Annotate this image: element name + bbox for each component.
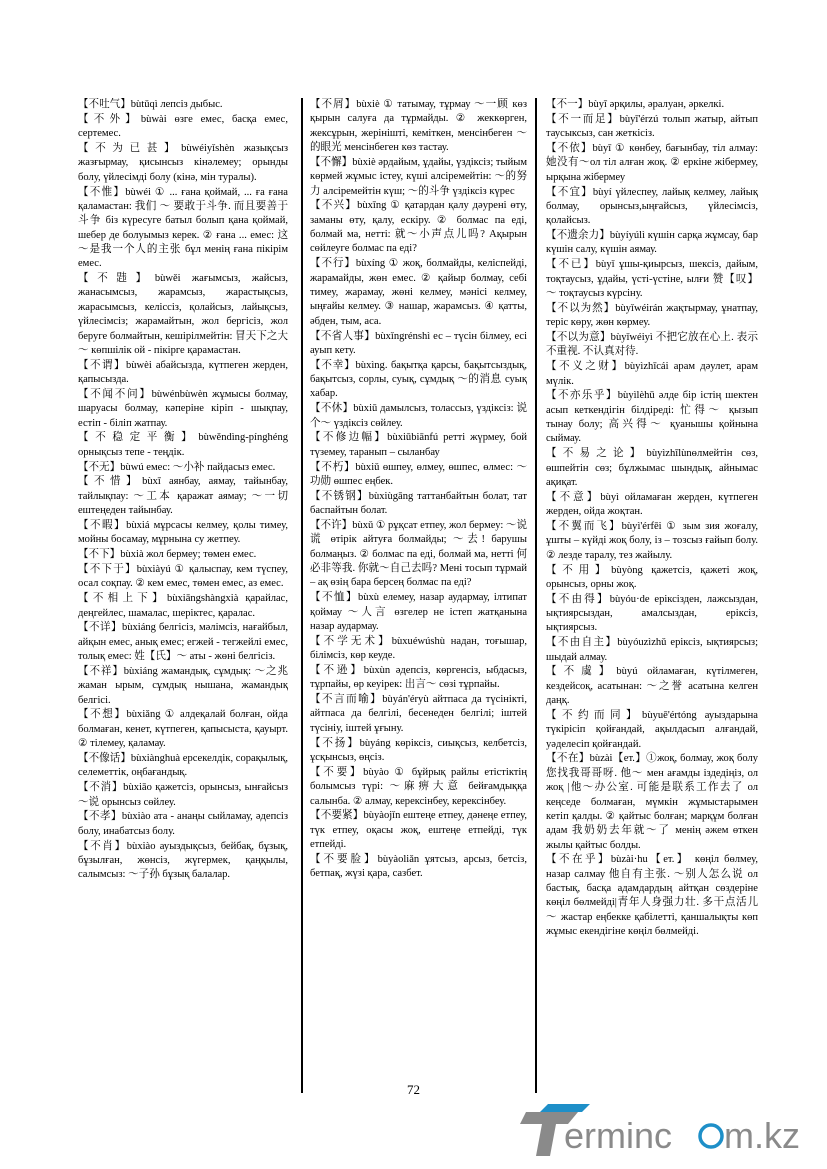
dictionary-entry: 【不宜】bùyí үйлеспеу, лайық келмеу, лайық болмау, орынсыз,ыңғайсыз, үйлесiмсiз, қолайсыз.: [546, 186, 758, 227]
dictionary-entry: 【不下】bùxià жол бермеу; төмен емес.: [78, 549, 257, 561]
dictionary-entry: 【不韪】bùwěi жағымсыз, жайсыз, жанасымсыз, жарамсыз, жарастықсыз, жарасымсыз, келіссіз, қолайсыз, лайықсыз, үйлесімсіз; жарамайтын, жол бергісіз, жол беруге болмайтын, кешірілмейтін: 冒天下之大～ көпшілік ой - пікірге қарамастан.: [78, 273, 288, 356]
dictionary-entry: 【不肖】bùxiào ауыздықсыз, бейбақ, бұзық, бұзылған, жөнсіз, жүгермек, қаңқылы, салымсыз: ～子孙 бұзық балалар.: [78, 840, 288, 881]
dictionary-entry: 【不在】bùzài【ет.】①жоқ, болмау, жоқ болу 您找我哥哥呀. 他～ мен ағамды iздедiңiз, ол жоқ |他～办公室. 可能是联系工作去了 ол кеңседе болмаған, мүмкiн жұмыстарымен кетiп қалды. ② қайтыс болған; марқұм болған адам 我奶奶去年就～了 менiң әжем өткен жылы қайтыс болды.: [546, 753, 758, 851]
dictionary-entry: 【不下于】bùxiàyú ① қалыспау, кем түспеу, осал соқпау. ② кем емес, төмен емес, аз емес.: [78, 564, 288, 590]
dictionary-entry: 【不祥】bùxiáng жамандық, сұмдық: ～之兆 жаман ырым, сұмдық нышана, жамандық белгісі.: [78, 665, 288, 706]
dictionary-entry: 【不像话】bùxiànghuà ерсекелдік, сорақылық, селеметтік, оңбағандық.: [78, 752, 288, 779]
dictionary-column-2: [310, 98, 527, 1090]
dictionary-entry: 【不懈】bùxiè әрдайым, ұдайы, үздіксіз; тыйым көрмей жұмыс істеу, күші алсiремейтiн: ～的努力 алсiремейтiн күш; ～的斗争 үздiксiз күрес: [310, 156, 527, 197]
dictionary-entry: 【不亦乐乎】bùyìlèhū әлде бiр iстiң шектен асып кеткендiгiн бiлдiредi: 忙得～ қызып тынау болу; 高兴得～ қуанышы қойнына сыймау.: [546, 390, 758, 445]
dictionary-entry: 【不由得】bùyóu·de ерiксiзден, лажсыздан, ықтиярсыздан, амалсыздан, ерiксiз, ықтиярсыз.: [546, 593, 758, 634]
dictionary-entry: 【不暇】bùxiá мұрсасы келмеу, қолы тимеу, мойны босамау, мұрнына су жетпеу.: [78, 519, 288, 546]
dictionary-entry: 【不谓】bùwèi абайсызда, күтпеген жерден, қапысызда.: [78, 359, 288, 386]
dictionary-entry: 【不要紧】bùyàojǐn ештеңе етпеу, дәнеңе етпеу, түк етпеу, оқасы жоқ, ештеңе етпейдi, түк етпейдi.: [310, 810, 527, 851]
dictionary-entry: 【不行】bùxíng ① жоқ, болмайды, келіспейді, жарамайды, жөн емес. ② қайыр болмау, себі тимеу, жарамау, жөні келмеу, мәнісі келмеу, ыңғайы келмеу. ③ нашар, жарамсыз. ④ қатты, әбден, тым, аса.: [310, 258, 527, 327]
dictionary-entry: 【不一而足】bùyī'érzú толып жатыр, айтып таусыксыз, сан жеткiсiз.: [546, 113, 758, 140]
dictionary-entry: 【不由自主】bùyóuzìzhǔ ерiксiз, ықтиярсыз; шыдай алмау.: [546, 637, 758, 663]
dictionary-entry: 【不省人事】bùxǐngrénshì ес – түсін білмеу, есі ауып кету.: [310, 330, 527, 356]
dictionary-entry: 【不外】bùwài өзге емес, басқа емес, сертемес.: [78, 113, 288, 140]
dictionary-entry: 【不无】bùwú емес: ～小补 пайдасыз емес.: [78, 461, 276, 473]
dictionary-entry: 【不逊】bùxùn әдепсiз, көргенсiз, ыбдасыз, тұрпайы, өр кеуiрек: 出言～ сөзi тұрпайы.: [310, 664, 527, 691]
dictionary-entry: 【不学无术】bùxuéwúshù надан, тоғышар, бiлiмсiз, көр кеуде.: [310, 635, 527, 662]
dictionary-entry: 【不许】bùxǔ ① рұқсат етпеу, жол бермеу: ～说谎 өтiрiк айтуға болмайды; ～去! барушы болмаңыз. ② болмас па еді, болмай ма, нетті 何必非等我. 你就～自己去吗? Менi тосып тұрмай – ақ өзiң бара берсең болмас па едi?: [310, 519, 527, 589]
dictionary-entry: 【不虞】bùyú ойламаған, күтiлмеген, кездейсоқ, асатынан: ～之誉 асатына келген даңқ.: [546, 666, 758, 707]
dictionary-entry: 【不要脸】bùyàoliǎn ұятсыз, арсыз, бетсiз, бетпақ, жүзi қара, сазбет.: [310, 853, 527, 880]
dictionary-entry: 【不兴】bùxīng ① қатардан қалу дәурені өту, заманы өту, қалу, ескіру. ② болмас па еді, болмай ма, нетті: 就～小声点儿吗? Ақырын сөйлеуге болмас па еді?: [310, 200, 527, 255]
dictionary-entry: 【不易之论】bùyìzhīlùnөлмейтiн сөз, өшпейтiн сөз; бұлжымас шындық, айнымас ақиқат.: [546, 448, 758, 488]
dictionary-entry: 【不依】bùyī ① көнбеу, бағынбау, тiл алмау: 她没有～ол тiл алған жоқ. ② еркiне жiбермеу, ырқына жiбермеу: [546, 143, 758, 183]
dictionary-entry: 【不以为然】bùyǐwéirán жақтырмау, ұнатпау, терiс көру, жөн көрмеу.: [546, 302, 758, 329]
dictionary-entry: 【不详】bùxiáng белгісіз, мәлімсіз, нағайбыл, айқын емес, анық емес; егжей - тегжейлі емес, толық емес: 姓【氏】～ аты - жөні белгісіз.: [78, 622, 288, 663]
dictionary-entry: 【不一】bùyī әрқилы, әралуан, әркелкi.: [546, 99, 725, 110]
termincom-logo: [520, 1104, 820, 1160]
dictionary-entry: 【不用】bùyòng қажетсiз, қажетi жоқ, орынсыз, орны жоқ.: [546, 564, 758, 590]
dictionary-entry: 【不稳定平衡】bùwěndìng-pínghéng орнықсыз тепе - теңдік.: [78, 432, 288, 458]
dictionary-entry: 【不消】bùxiāo қажетсіз, орынсыз, ынғайсыз ～说 орынсыз сөйлеу.: [78, 782, 288, 808]
dictionary-entry: 【不约而同】bùyuē'értóng ауыздарына түкiрiсiп қойғандай, ақылдасып алғандай, уәделесiп қойғандай.: [546, 709, 758, 750]
column-rule-right: [535, 98, 537, 1093]
dictionary-entry: 【不孝】bùxiào ата - анаңы сыйламау, әдепсіз болу, инабатсыз болу.: [78, 811, 288, 837]
dictionary-entry: 【不翼而飞】bùyì'érfēi ① зым зия жоғалу, ұшты – күйдi жоқ болу, iз – тозсыз ғайып болу. ② лезде таралу, тез жайылу.: [546, 520, 758, 561]
dictionary-entry: 【不遗余力】bùyíyúlì күшiн сарқа жұмсау, бар күшiн салу, күшiн аямау.: [546, 230, 758, 256]
dictionary-entry: 【不惟】bùwéi ① ... ғана қоймай, ... ға ғана қаламастан: 我们 ～ 要敢于斗争. 而且要善于斗争 біз күресуге батыл болып қана қоймай, шебер де болуымыз керек. ② ғана ... емес: 这～是我一个人的主张 бұл менің ғана пікірім емес.: [78, 186, 288, 270]
dictionary-entry: 【不言而喻】bùyán'éryù айтпаса да түсiнiктi, айтпаса да белгiлi, бесенеден белгiлi; iштей түсiнiу, iштей ұғыну.: [310, 694, 527, 734]
column-rule-left: [301, 98, 303, 1093]
svg-text:erminc: erminc: [564, 1115, 673, 1156]
dictionary-entry: 【不惜】bùxī аянбау, аямау, тайынбау, тайлықпау: ～工本 қаражат аямау; ～一切 ештеңеден тайынбау.: [78, 476, 288, 517]
dictionary-entry: 【不已】bùyǐ ұшы-қиырсыз, шексiз, дайым, тоқтаусыз, ұдайы, үстi-үстiне, ылғи 赞【叹】～ тоқтаусыз күрсiну.: [546, 259, 758, 299]
svg-text:m.kz: m.kz: [724, 1115, 800, 1156]
dictionary-entry: 【不锈钢】bùxiùgāng таттанбайтын болат, тат баспайтын болат.: [310, 490, 527, 517]
dictionary-entry: 【不恤】bùxù елемеу, назар аудармау, iлтипат қоймау ～人言 өзгелер не iстеп жатқанына назар аудармау.: [310, 592, 527, 632]
dictionary-entry: 【不义之财】bùyìzhīcái арам дәулет, арам мүлiк.: [546, 361, 758, 387]
dictionary-entry: 【不闻不问】bùwénbùwèn жұмысы болмау, шаруасы болмау, кәперіне кіріп - шықпау, естіп - біліп жатпау.: [78, 388, 288, 429]
dictionary-column-1: [78, 98, 288, 1090]
dictionary-entry: 【不屑】bùxiè ① татымау, тұрмау ～一顾 көз қырын салуға да тұрмайды. ② жеккөрген, жексұрын, жерініштi, кемiткен, менсiнбеген ～的眼光 менсiнбеген көз тастау.: [310, 99, 527, 154]
dictionary-entry: 【不要】bùyào ① бұйрық райлы етiстiктiң болымсыз түрi: ～麻痹大意 бейғамдыққа салынба. ② алмау, керексiнбеу, керексiнбеу.: [310, 766, 527, 807]
dictionary-entry: 【不意】bùyì ойламаған жерден, күтпеген жерден, ойда жоқтан.: [546, 491, 758, 518]
dictionary-entry: 【不在乎】bùzài·hu【ет.】 көңiл бөлмеу, назар салмау 他自有主张. ～别人怎么说 ол бастық, басқа адамдардың айтқан сөздерiне көңiл бөлмейдi|青年人身强力壮. 多干点活儿～ жастар еңбекке қабiлеттi, қаншалықты көп жұмыс екендiгiне көңiл бөлмейдi.: [546, 854, 758, 938]
dictionary-entry: 【不以为意】bùyǐwéiyì 不把它放在心上. 表示不重视. 不认真对待.: [546, 332, 758, 358]
dictionary-entry: 【不修边幅】bùxiūbiānfú реттi жүрмеу, бой түземеу, таранып – сыланбау: [310, 432, 527, 458]
dictionary-entry: 【不幸】bùxìng. бақытқа қарсы, бақытсыздық, бақытсыз, сорлы, суық, сұмдық ～的消息 суық хабар.: [310, 359, 527, 400]
dictionary-column-3: [546, 98, 758, 1090]
dictionary-entry: 【不为已甚】bùwéiyǐshèn жазықсыз жазғырмау, қисынсыз кінәлемеу; орынды болу, үйлесімді болу (кінә, мін туралы).: [78, 143, 288, 183]
dictionary-entry: 【不相上下】bùxiāngshàngxià қарайлас, деңгейлес, шамалас, шеріктес, қаралас.: [78, 593, 288, 619]
page-number: 72: [407, 1082, 420, 1097]
dictionary-entry: 【不想】bùxiǎng ① алдеқалай болған, ойда болмаған, кенет, күтпеген, қапысыста, қауырт. ② тілемеу, қаламау.: [78, 709, 288, 750]
dictionary-entry: 【不朽】bùxiǔ өшпеу, өлмеу, өшпес, өлмес: ～功勋 өшпес еңбек.: [310, 461, 527, 487]
dictionary-entry: 【不休】bùxiū дамылсыз, толассыз, үздіксіз: 说个～ үздiксiз сөйлеу.: [310, 403, 527, 429]
dictionary-entry: 【不吐气】bùtǔqì лепсіз дыбыс.: [78, 99, 223, 110]
dictionary-entry: 【不扬】bùyáng көрiксiз, сиықсыз, келбетсiз, ұсқынсыз, өңсiз.: [310, 737, 527, 763]
